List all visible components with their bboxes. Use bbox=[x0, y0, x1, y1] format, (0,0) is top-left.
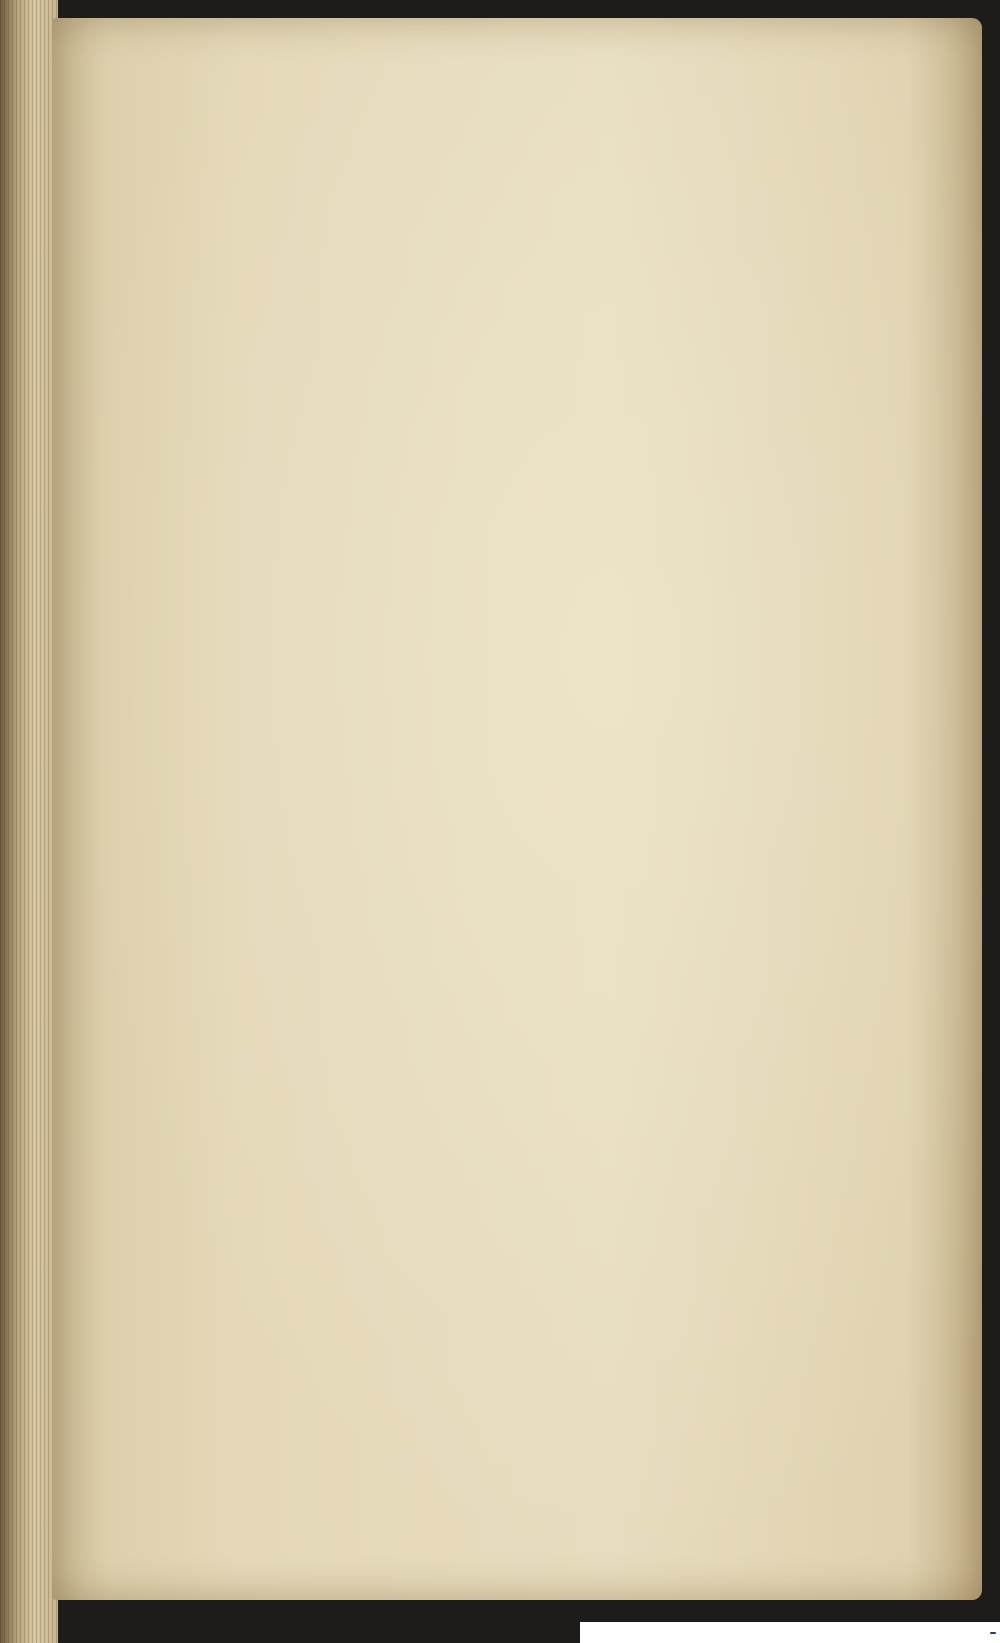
dfg-logo-icon bbox=[990, 1632, 996, 1634]
digitization-footer bbox=[580, 1622, 1000, 1643]
book-page bbox=[52, 18, 982, 1600]
book-page-edges bbox=[0, 0, 58, 1643]
